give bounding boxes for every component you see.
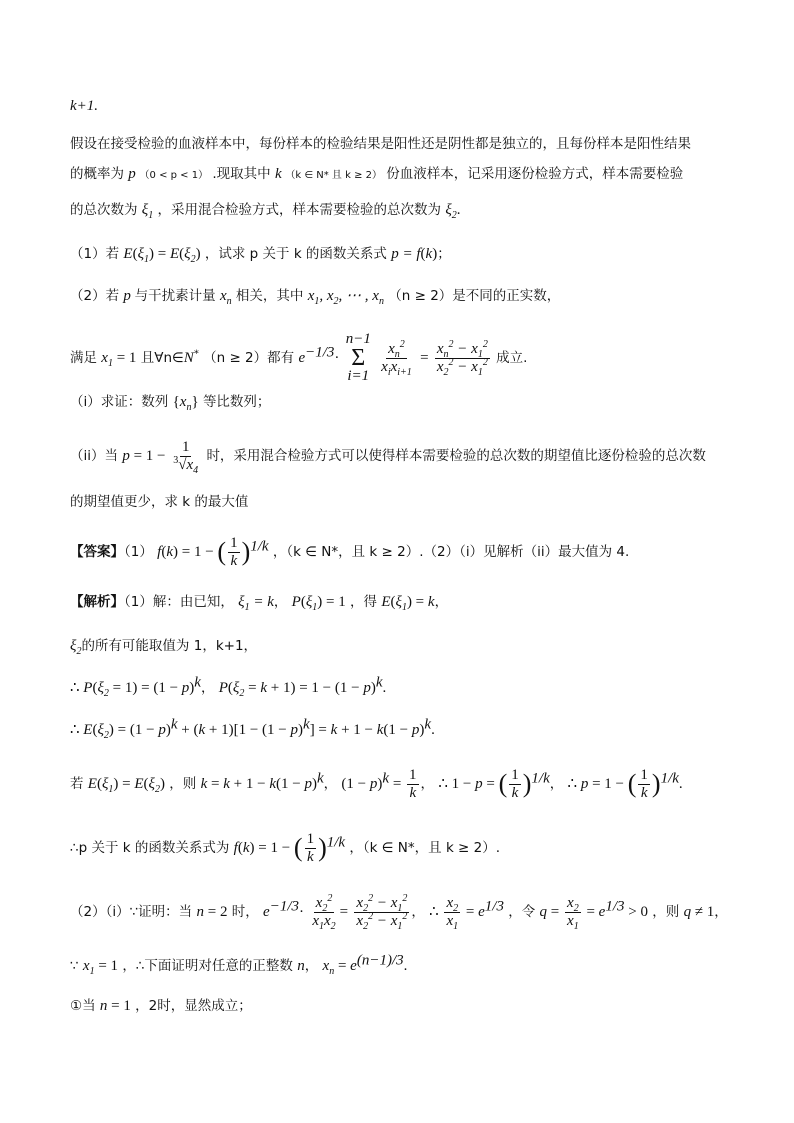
proof-line-3: ①当 n = 1 ，2时，显然成立； [70,998,252,1014]
analysis-line-3: ∴ $P(\xi_2 = 1) = (1 - p)^k$， $P(\xi_2 = k + 1) = 1 - (1 - p)^k$. [70,674,387,699]
sum-symbol: n−1 Σ i=1 [345,331,371,384]
sub-question-ii: （ii）当 p = 1 − $\frac{1}{^3√x_4}$ 时，采用混合检验方式可以使得样本需要检验的总次数的期望值比逐份检验的总次数 [70,439,706,476]
question-2: （2）若 p 与干扰素计量 $x_n$ 相关，其中 $x_1$, $x_2$, ⋯ , $x_n$ （n ≥ 2）是不同的正实数， [70,288,561,307]
problem-paragraph-line-2: 的概率为 p （0 < p < 1） .现取其中 k （k ∈ N* 且 k ≥ 2） 份血液样本，记采用逐份检验方式，样本需要检验 [70,166,684,182]
analysis-line-4: ∴ $E(\xi_2) = (1 - p)^k + (k + 1)[1 - (1 - p)^k] = k + 1 - k(1 - p)^k$. [70,716,435,741]
condition-line: 满足 $x_1 = 1$ 且∀n∈N* （n ≥ 2）都有 $e^{-1/3}\cdot$ n−1 Σ i=1 $\frac{x_n^2}{x_ix_{i+1}}$ = $\frac{x_n^2 - x_1^2}{x_2^2 - x_1^2}$ 成立. [70,331,528,384]
analysis-line-5: 若 $E(\xi_1) = E(\xi_2)$ ，则 $k = k + 1 - k(1 - p)^k$， $(1 - p)^k$ = $\frac{1}{k}$ ， ∴ 1 − p = ( $\frac{1}{k}$ )$^{1/k}$， ∴ p = 1 − ( $\frac{1}{k}$ )$^{1/k}$. [70,767,683,801]
proof-line-2: ∵ $x_1 = 1$ ，∴下面证明对任意的正整数 n， $x_n = e^{(n-1)/3}$. [70,952,408,977]
continuation-line [70,96,98,116]
analysis-line-1: 【解析】（1）解：由已知， $\xi_1 = k$， $P(\xi_1) = 1$ ，得 $E(\xi_1) = k$， [70,594,449,613]
analysis-line-6: ∴p 关于 k 的函数关系式为 f(k) = 1 − ( $\frac{1}{k}$ )$^{1/k}$ ，（k ∈ N*，且 k ≥ 2）. [70,831,501,865]
problem-paragraph-line-1: 假设在接受检验的血液样本中，每份样本的检验结果是阳性还是阴性都是独立的，且每份样本是阳性结果 [70,136,691,152]
answer-line: 【答案】（1） f(k) = 1 − ( $\frac{1}{k}$ )$^{1/k}$ ，（k ∈ N*，且 k ≥ 2）.（2）（i）见解析（ii）最大值为 4. [70,535,630,569]
sub-question-ii-line-2: 的期望值更少，求 k 的最大值 [70,494,249,510]
analysis-line-2: $\xi_2$的所有可能取值为 1，k+1， [70,638,258,657]
problem-paragraph-line-3: 的总次数为 $\xi_1$ ，采用混合检验方式，样本需要检验的总次数为 $\xi_2$. [70,202,461,221]
sub-question-i: （i）求证：数列 $\{x_n\}$ 等比数列； [70,394,271,413]
k-plus-1: k+1. [70,98,99,114]
proof-line-1: （2）（i）∵证明：当 n = 2 时， $e^{-1/3}\cdot$ $\frac{x_2^2}{x_1x_2}$ = $\frac{x_2^2 - x_1^2}{x_2^2 - x_1^2}$ ， ∴ $\frac{x_2}{x_1}$ = $e^{1/3}$ ，令 q = $\frac{x_2}{x_1}$ = $e^{1/3} > 0$ ，则 q ≠ 1， [70,893,728,932]
question-1: （1）若 $E(\xi_1) = E(\xi_2)$ ，试求 p 关于 k 的函数关系式 p = f(k)； [70,246,451,265]
